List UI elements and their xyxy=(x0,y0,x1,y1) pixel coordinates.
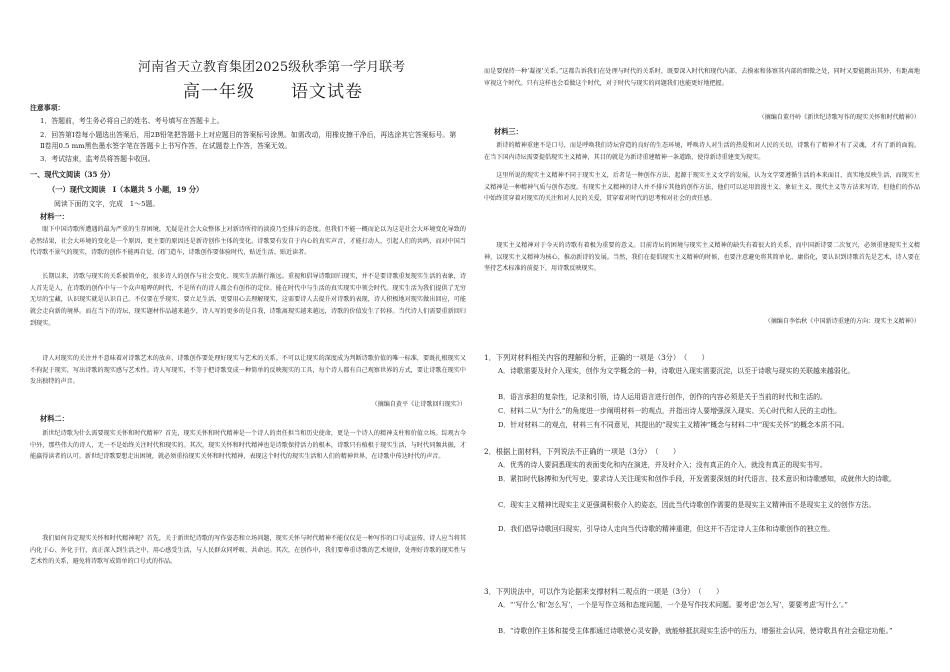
notice-item-1: 1．答题前，考生务必将自己的姓名、考号填写在答题卡上。 xyxy=(40,117,224,125)
q2-option-d[interactable]: D．我们倡导诗歌回归现实，引导诗人走向当代诗歌的精神重建，但这并不否定诗人主体和诗歌创作的独立性。 xyxy=(498,525,835,533)
exam-title: 河南省天立教育集团2025级秋季第一学月联考 xyxy=(138,60,406,75)
question-1-stem: 1．下列对材料相关内容的理解和分析，正确的一项是（3分） （ ） xyxy=(484,353,709,362)
notice-item-2: 2．回答第Ⅰ卷每小题选出答案后，用2B铅笔把答题卡上对应题目的答案标号涂黑。如需改动，用橡皮擦干净后，再选涂其它答案标号。第Ⅱ卷用0.5 mm黑色墨水签字笔在答题卡上书写作答，在试题卷上作答，答案无效。 xyxy=(40,131,457,150)
instruction: 阅读下面的文字，完成 1～5题。 xyxy=(54,200,160,208)
subsection-heading: （一）现代文阅读 I（本题共 5 小题，19 分） xyxy=(48,185,204,194)
q2-option-a[interactable]: A．优秀的诗人要洞悉现实的表面变化和内在演进，并及时介入；没有真正的介入，就没有真正的现实书写。 xyxy=(498,461,827,469)
exam-subject: 高一年级 语文试卷 xyxy=(183,82,363,102)
q1-option-a[interactable]: A．诗歌需要及时介入现实，创作为文学概念的一种，诗歌进入现实需要沉淀，以至于诗歌与现实的关联越来越弱化。 xyxy=(498,367,855,375)
material1-p3: 诗人对现实的关注并不意味着对诗歌艺术的放弃，诗歌创作要处理好现实与艺术的关系。不可以让现实的深度成为判断诗歌价值的唯一标准，要既扎根现实又不拘泥于现实，写出诗歌的现实感与艺术性。诗人写现实，不等于把诗歌变成一种简单的反映现实的工具，每个诗人都有自己观察世界的方式，要让诗歌在现实中发出独特的声音。 xyxy=(30,355,466,386)
notice-heading: 注意事项： xyxy=(30,104,65,112)
material2-p2: 我们如何肯定现实关怀和时代精神呢？首先，关于新世纪诗歌的写作姿态和立场问题，现实关怀与时代精神不能仅仅是一种写作的口号或宣传，诗人应当将其内化于心、外化于行，真正深入到生活之中，用心感受生活，与人民群众同呼吸、共命运。其次，在创作中，我们要尊重诗歌的艺术规律，处理好诗歌的现实性与艺术性的关系，避免将诗歌写成简单的口号式的作品。 xyxy=(30,535,466,566)
q3-option-b[interactable]: B．“诗歌创作主体和接受主体都通过诗歌使心灵安静，就能够抵抗现实生活中的压力，增强社会认同，使诗歌具有社会稳定功能。” xyxy=(498,627,893,635)
material2-p1: 新世纪诗歌为什么需要现实关怀和时代精神？首先，现实关怀和时代精神是一个诗人的责任担当和历史使命，更是一个诗人的精神支柱和价值立场。综观古今中外，那些伟大的诗人，无一不是始终关注时代和现实的。其次，现实关怀和时代精神也是诗歌保持活力的根本，诗歌只有植根于现实生活，与时代同频共振，才能赢得读者的认可。新世纪诗歌要想走出困境，就必须重拾现实关怀和时代精神，表现这个时代的现实生活和人们的精神世界，在诗歌中传达时代的声音。 xyxy=(30,430,466,461)
material3-p3: 现实主义精神对于今天的诗歌有着极为重要的意义。目前诗坛的困境与现实主义精神的缺失有着很大的关系，而中国新诗要二次复兴，必须重建现实主义精神，以现实主义精神为核心，推动新诗的发展。当然，我们在提倡现实主义精神的时候，也要注意避免将其简单化、庸俗化，要认识到诗歌首先是艺术，诗人要在坚持艺术标准的前提下，用诗歌反映现实。 xyxy=(484,242,920,273)
material3-label: 材料三： xyxy=(494,127,523,136)
material2-source: （摘编自董丹岭《新世纪诗歌写作的现实关怀和时代精神》） xyxy=(758,114,920,121)
material3-body xyxy=(484,140,920,310)
q1-option-b[interactable]: B．语言承担的复杂性，记录和引领，诗人运用语言进行创作，创作的内容必须是关于当前的时代和生活的。 xyxy=(498,393,827,401)
material1-p2: 长期以来，诗歌与现实的关系被简单化，很多诗人的创作与社会变化、现实生活渐行渐远。重视和倡导诗歌回归现实，并不是要诗歌重复现实生活的表象，诗人首先是人，在诗歌的创作中与一个众声喧哗的时代，不是所有的诗人都会有创作的定位。能在时代中与生活的真实现实中领会时代。现实生活为我们提供了无穷无尽的宝藏，认识现实就是认识自己。不仅要在乎现实、要立足生活、更要用心去理解现实，这需要诗人去提升对诗歌的表现，诗人积极地对现实做出回应，可能就会走向新的境界。而在当下的诗坛，现实题材作品越来越少，诗人写的更多的是自我，诗歌离现实越来越远，诗歌的价值发生了转移。当代诗人们需要重新回归到现实。 xyxy=(30,273,466,327)
material1-body xyxy=(30,224,466,389)
material1-p1: 眼下中国诗歌所遭遇的最为严重的生存困境，无疑是社会大众整体上对新诗所持的淡漠乃至排斥的态度。但我们不能一概而论以为这是社会大环境变化导致的必然结果，社会大环境的变化是一个原因，更主要的原因还是新诗创作主体的变化。诗歌要有发自于内心的真实声音，才能打动人，引起人们的共鸣，而对中国当代诗歌不景气的现实，诗歌的创作不能再自觉、闭门造车，诗歌创作要体验时代，贴近生活、贴近读者。 xyxy=(30,226,466,257)
material1-label: 材料一： xyxy=(40,212,69,221)
material2-body xyxy=(30,428,466,628)
material3-p2: 这里所说的现实主义精神不同于现实主义，后者是一种创作方法，起源于现实主义文学的发展，认为文学要遵循生活的本来面目、真实地反映生活，而现实主义精神是一种精神气质与创作态度。有现实主义精神的诗人并不排斥其他的创作方法，他们可以运用浪漫主义、象征主义、现代主义等方法来写诗，但他们的作品中始终贯穿着对现实的关注和对人民的关爱，贯穿着对时代的思考和对社会的责任感。 xyxy=(484,172,920,203)
material2-label: 材料二： xyxy=(40,414,69,423)
q2-option-c[interactable]: C．现实主义精神比现实主义更强调积极介入的姿态，因此当代诗歌创作需要的是现实主义精神而不是现实主义的创作方法。 xyxy=(498,501,876,509)
q3-option-a[interactable]: A．“‘写什么’和‘怎么写’，一个是写作立场和态度问题，一个是写作技术问题。要考虑‘怎么写’，要要考虑‘写什么’。” xyxy=(498,601,848,609)
material2-p3: 而是要保持一种‘凝视’关系。”这都告诉我们在处理与时代的关系时，既要深入时代和现代内部，去摸索和体察其内部的细微之处，同时又要能跳出其外，有距离地审视这个时代。只有这样也会看做这个时代，对于时代与现实的问题我们也能更好地把握。 xyxy=(484,68,920,87)
q2-option-b[interactable]: B．紧扣时代脉搏和为代写史，要求诗人关注现实和创作手段，开发需要深刻的时代语言、技术意识和诗歌感知，成就伟大的诗歌。 xyxy=(498,475,896,483)
q1-option-d[interactable]: D．针对材料二的观点，材料三有不同意见，其提出的“现实主义精神”概念与材料二中“现实关怀”的概念本质不同。 xyxy=(498,421,849,429)
question-2-stem: 2．根据上面材料，下列说法不正确的一项是（3分） （ ） xyxy=(484,447,681,456)
q1-option-c[interactable]: C．材料二从“为什么”的角度进一步阐明材料一的观点，并指出诗人要增强深入现实、关心时代和人民的主动性。 xyxy=(498,407,842,415)
notice-item-3: 3．考试结束，监考员将答题卡收回。 xyxy=(40,155,155,163)
material2-continued xyxy=(484,66,920,102)
question-3-stem: 3．下列说法中，可以作为论据来支撑材料二观点的一项是（3分） （ ） xyxy=(484,587,724,596)
material3-source: （摘编自李怡秋《中国新诗重建的方向：现实主义精神》） xyxy=(764,318,920,325)
section-heading: 一、现代文阅读（35 分） xyxy=(30,170,115,179)
material1-source: （摘编自黄平《让诗歌回归现实》） xyxy=(371,401,466,408)
material3-p1: 新诗的精神重建不是口号，而是呼唤我们诗坛营造的良好的生态环境，呼唤诗人对生活的热爱和对人民的关切，诗歌有了精神才有了灵魂，才有了新的面貌。在当下国内诗坛需要提倡现实主义精神，其目的就是为新诗重建精神一条道路，使得新诗重建变为现实。 xyxy=(484,142,920,161)
